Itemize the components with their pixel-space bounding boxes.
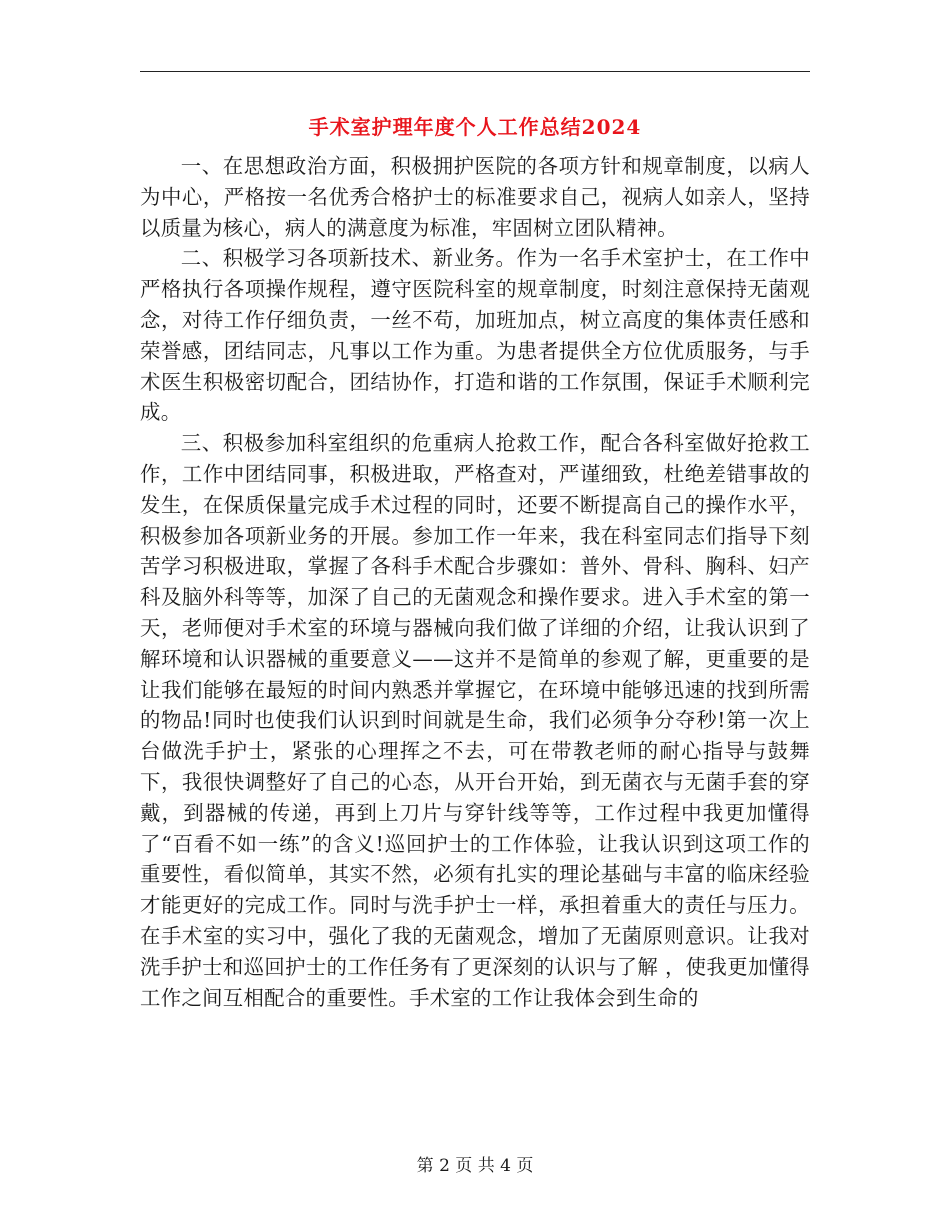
document-title: 手术室护理年度个人工作总结2024 [308, 115, 642, 139]
paragraph-rescue-work: 三、积极参加科室组织的危重病人抢救工作，配合各科室做好抢救工作，工作中团结同事，积极进取，严格查对，严谨细致，杜绝差错事故的发生，在保质保量完成手术过程的同时，还要不断提高自己的操作水平，积极参加各项新业务的开展。参加工作一年来，我在科室同志们指导下刻苦学习积极进取，掌握了各科手术配合步骤如：普外、骨科、胸科、妇产科及脑外科等等，加深了自己的无菌观念和操作要求。进入手术室的第一天，老师便对手术室的环境与器械向我们做了详细的介绍，让我认识到了解环境和认识器械的重要意义——这并不是简单的参观了解，更重要的是让我们能够在最短的时间内熟悉并掌握它，在环境中能够迅速的找到所需的物品!同时也使我们认识到时间就是生命，我们必须争分夺秒!第一次上台做洗手护士，紧张的心理挥之不去，可在带教老师的耐心指导与鼓舞下，我很快调整好了自己的心态，从开台开始，到无菌衣与无菌手套的穿戴，到器械的传递，再到上刀片与穿针线等等，工作过程中我更加懂得了“百看不如一练”的含义!巡回护士的工作体验，让我认识到这项工作的重要性，看似简单，其实不然，必须有扎实的理论基础与丰富的临床经验才能更好的完成工作。同时与洗手护士一样，承担着重大的责任与压力。在手术室的实习中，强化了我的无菌观念，增加了无菌原则意识。让我对洗手护士和巡回护士的工作任务有了更深刻的认识与了解 ，使我更加懂得工作之间互相配合的重要性。手术室的工作让我体会到生命的 [140, 431, 810, 1010]
header-rule [140, 71, 810, 72]
page-number: 第 2 页 共 4 页 [416, 1156, 534, 1176]
document-body [140, 151, 810, 1013]
paragraph-political: 一、在思想政治方面，积极拥护医院的各项方针和规章制度，以病人为中心，严格按一名优秀合格护士的标准要求自己，视病人如亲人，坚持以质量为核心，病人的满意度为标准，牢固树立团队精神。 [140, 154, 810, 240]
paragraph-study: 二、积极学习各项新技术、新业务。作为一名手术室护士，在工作中严格执行各项操作规程，遵守医院科室的规章制度，时刻注意保持无菌观念，对待工作仔细负责，一丝不苟，加班加点，树立高度的集体责任感和荣誉感，团结同志，凡事以工作为重。为患者提供全方位优质服务，与手术医生积极密切配合，团结协作，打造和谐的工作氛围，保证手术顺利完成。 [140, 246, 810, 425]
